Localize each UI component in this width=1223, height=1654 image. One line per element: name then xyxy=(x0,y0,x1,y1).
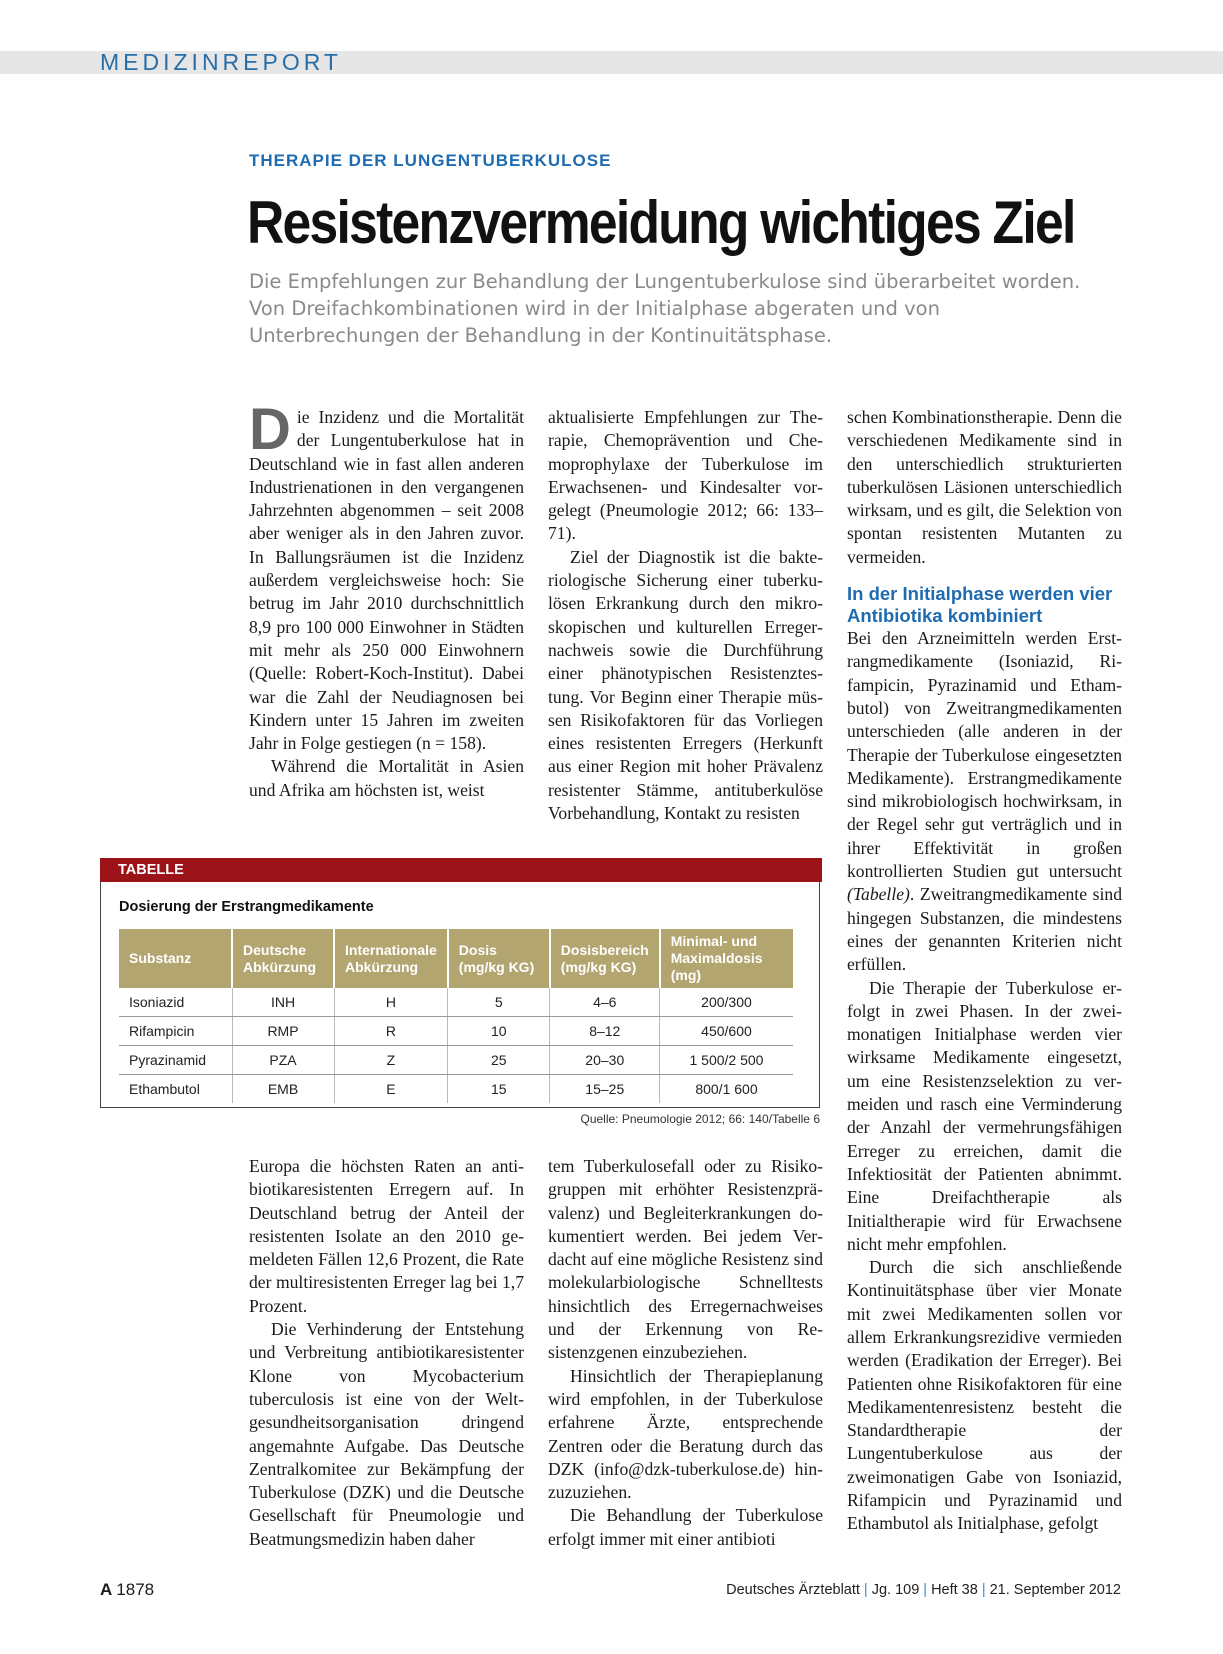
table-cell: 10 xyxy=(448,1017,550,1046)
dosage-table-box xyxy=(100,858,820,1108)
table-cell: 800/1 600 xyxy=(695,1081,758,1097)
journal-issue: Heft 38 xyxy=(931,1582,978,1598)
paragraph-text: ie Inzidenz und die Mortalität der Lungentuberkulose hat in Deutschland wie in fast allen anderen Industrienationen in den vergangenen Jahrzehnten abgenommen – seit 2008 aber weniger als in den Jahren zuvor. In Ballungsräumen ist die Inzidenz außerdem vergleichsweise hoch: Sie betrug im Jahr 2010 durchschnittlich 8,9 pro 100 000 Einwohner in Städten mit mehr als 250 000 Einwohnern (Quelle: Robert-Koch-Institut). Dabei war die Zahl der Neudiagnosen bei Kindern unter 15 Jahren im zweiten Jahr in Folge gestiegen (n = 158). xyxy=(249,407,524,754)
table-row xyxy=(119,1017,793,1046)
column-2-bottom xyxy=(548,1155,823,1551)
edition-letter: A xyxy=(100,1580,113,1599)
journal-name: Deutsches Ärzteblatt xyxy=(726,1582,860,1598)
paragraph: aktualisierte Empfehlungen zur Therapie, Chemoprävention und Chemoprophylaxe der Tuberkulose im Erwachsenen- und Kindesalter vorgelegt (Pneumologie 2012; 66: 133–71). xyxy=(548,407,823,544)
table-cell: E xyxy=(334,1075,448,1104)
paragraph: Die Verhinderung der Entstehung und Verbreitung antibiotikaresistenter Klone von Mycobacterium tuberculosis ist eine von der Weltgesundheitsorganisation dringend angemahnte Aufgabe. Das Deutsche Zentralkomitee zur Bekämpfung der Tuberkulose (DZK) und die Deutsche Gesellschaft für Pneumologie und Beatmungsmedizin haben daher xyxy=(249,1319,524,1549)
column-3 xyxy=(847,406,1122,1536)
table-reference: (Tabelle) xyxy=(847,884,910,905)
column-header-dosisbereich: Dosisbereich (mg/kg KG) xyxy=(550,929,660,988)
journal-volume: Jg. 109 xyxy=(871,1582,920,1598)
table-cell: EMB xyxy=(232,1075,334,1104)
paragraph: schen Kombinationstherapie. Denn die verschiedenen Medikamente sind in den unterschiedlich strukturierten tuberkulösen Läsionen unterschiedlich wirksam, und es gilt, die Selektion von spontan resistenten Mutanten zu vermeiden. xyxy=(847,407,1122,567)
table-cell: 8–12 xyxy=(550,1017,660,1046)
table-cell: H xyxy=(334,988,448,1017)
table-cell: RMP xyxy=(232,1017,334,1046)
paragraph: Die Therapie der Tuberkulose erfolgt in zwei Phasen. In der zweimonatigen Initialphase werden vier wirksame Medikamente eingesetzt, um eine Resistenzselektion zu vermeiden und rasch eine Verminderung der Anzahl der vermehrungsfähigen Erreger zu erreichen, damit die Infektiosität der Patienten abnimmt. Eine Dreifachtherapie als Initialtherapie wird für Erwachsene nicht mehr empfohlen. xyxy=(847,977,1122,1254)
column-header-deutsche-abkuerzung: Deutsche Abkürzung xyxy=(232,929,334,988)
table-cell: Z xyxy=(334,1046,448,1075)
paragraph xyxy=(249,397,524,755)
paragraph: Die Behandlung der Tuberkulose erfolgt immer mit einer antibioti xyxy=(548,1505,823,1549)
table-row xyxy=(119,1046,793,1075)
table-cell: Pyrazinamid xyxy=(119,1046,232,1075)
paragraph: tem Tuberkulosefall oder zu Risikogruppen mit erhöhter Resistenzprävalenz) und Begleiterkrankungen dokumentiert werden. Bei jedem Verdacht auf eine mögliche Resistenz sind molekularbiologische Schnelltests hinsichtlich des Erregernachweises und der Erkennung von Resistenzgenen einzubeziehen. xyxy=(548,1156,823,1363)
paragraph: Europa die höchsten Raten an antibiotikaresistenten Erregern auf. In Deutschland betrug der Anteil der resistenten Isolate an den 2010 gemeldeten Fällen 12,6 Prozent, die Rate der multiresistenten Erreger lag bei 1,7 Prozent. xyxy=(249,1156,524,1316)
subheading: In der Initialphase werden vier Antibiotika kombiniert xyxy=(847,583,1113,627)
column-header-dosis: Dosis (mg/kg KG) xyxy=(448,929,550,988)
journal-footer: Deutsches Ärzteblatt | Jg. 109 | Heft 38 | 21. September 2012 xyxy=(726,1582,1121,1598)
table-cell: 450/600 xyxy=(660,1017,793,1046)
page-number xyxy=(100,1580,154,1600)
table-cell: 15–25 xyxy=(550,1075,660,1104)
paragraph-text: Bei den Arzneimitteln werden Erstrangmedikamente (Isoniazid, Rifampicin, Pyrazinamid und Ethambutol) von Zweitrangmedikamenten unterschieden (alle anderen in der Therapie der Tuberkulose eingesetzten Medikamente). Erstrangmedikamente sind mikrobiologisch hochwirksam, in der Regel sehr gut verträglich und in ihrer Effektivität in großen kontrollierten Studien gut untersucht xyxy=(847,628,1122,882)
paragraph: Während die Mortalität in Asien und Afrika am höchsten ist, weist xyxy=(249,756,524,800)
table-cell: R xyxy=(334,1017,448,1046)
paragraph xyxy=(847,627,1122,976)
table-cell: Ethambutol xyxy=(119,1075,232,1104)
table-cell: INH xyxy=(232,988,334,1017)
table-row xyxy=(119,1075,793,1104)
column-header-minimal-maximaldosis: Minimal- und Maximaldosis (mg) xyxy=(660,929,793,988)
table-row xyxy=(119,988,793,1017)
paragraph: Durch die sich anschließende Kontinuitätsphase über vier Monate mit zwei Medikamenten sollen vor allem Erkrankungsrezidive vermieden werden (Eradikation der Erreger). Bei Patienten ohne Risikofaktoren für eine Medikamentenresistenz besteht die Standardtherapie der Lungentuberkulose aus der zweimonatigen Gabe von Isoniazid, Rifampicin und Pyrazinamid und Ethambutol als Initialphase, gefolgt xyxy=(847,1257,1122,1534)
page-number-value: 1878 xyxy=(116,1580,155,1599)
drop-cap: D xyxy=(249,397,291,462)
journal-date: 21. September 2012 xyxy=(989,1582,1121,1598)
table-source: Quelle: Pneumologie 2012; 66: 140/Tabelle 6 xyxy=(580,1112,820,1126)
column-1-bottom xyxy=(249,1155,524,1551)
paragraph: Hinsichtlich der Therapieplanung wird empfohlen, in der Tuberkulose erfahrene Ärzte, entsprechende Zentren oder die Beratung durch das DZK (info@dzk-tuberkulose.de) hinzuzuziehen. xyxy=(548,1365,823,1503)
table-title: Dosierung der Erstrangmedikamente xyxy=(119,899,374,915)
column-header-internationale-abkuerzung: Internationale Abkürzung xyxy=(334,929,448,988)
table-cell: 20–30 xyxy=(550,1046,660,1075)
table-cell: 5 xyxy=(448,988,550,1017)
table-cell: 1 500/2 500 xyxy=(660,1046,793,1075)
column-2-top xyxy=(548,406,823,825)
table-label: TABELLE xyxy=(100,858,822,882)
column-1-top xyxy=(249,397,524,802)
article-kicker: THERAPIE DER LUNGENTUBERKULOSE xyxy=(249,151,612,170)
table-header-row xyxy=(119,929,793,988)
article-headline: Resistenzvermeidung wichtiges Ziel xyxy=(247,189,1075,256)
table-cell: 4–6 xyxy=(550,988,660,1017)
section-label: MEDIZINREPORT xyxy=(100,49,342,75)
table-cell: 15 xyxy=(448,1075,550,1104)
paragraph: Ziel der Diagnostik ist die bakteriologische Sicherung einer tuberkulösen Erkrankung durch den mikroskopischen und kulturellen Erregernachweis sowie die Durchführung einer phänotypischen Resistenztestung. Vor Beginn einer Therapie müssen Risikofaktoren für das Vorliegen eines resistenten Erregers (Herkunft aus einer Region mit hoher Prävalenz resistenter Stämme, antituberkulöse Vorbehandlung, Kontakt zu resisten xyxy=(548,546,823,824)
dosage-table xyxy=(119,929,793,1103)
table-cell: 200/300 xyxy=(660,988,793,1017)
table-cell: Rifampicin xyxy=(119,1017,232,1046)
table-cell: Isoniazid xyxy=(119,988,232,1017)
table-cell: 25 xyxy=(448,1046,550,1075)
table-cell: PZA xyxy=(232,1046,334,1075)
article-lead: Die Empfehlungen zur Behandlung der Lungentuberkulose sind überarbeitet worden. Von Dreifachkombinationen wird in der Initialphase abgeraten und von Unterbrechungen der Behandlung in der Kontinuitätsphase. xyxy=(249,270,1081,347)
paragraph-text: . Zweitrangmedikamente sind hingegen Substanzen, die mindestens eines der genannten Kriterien nicht erfüllen. xyxy=(847,884,1122,975)
column-header-substanz: Substanz xyxy=(119,929,232,988)
